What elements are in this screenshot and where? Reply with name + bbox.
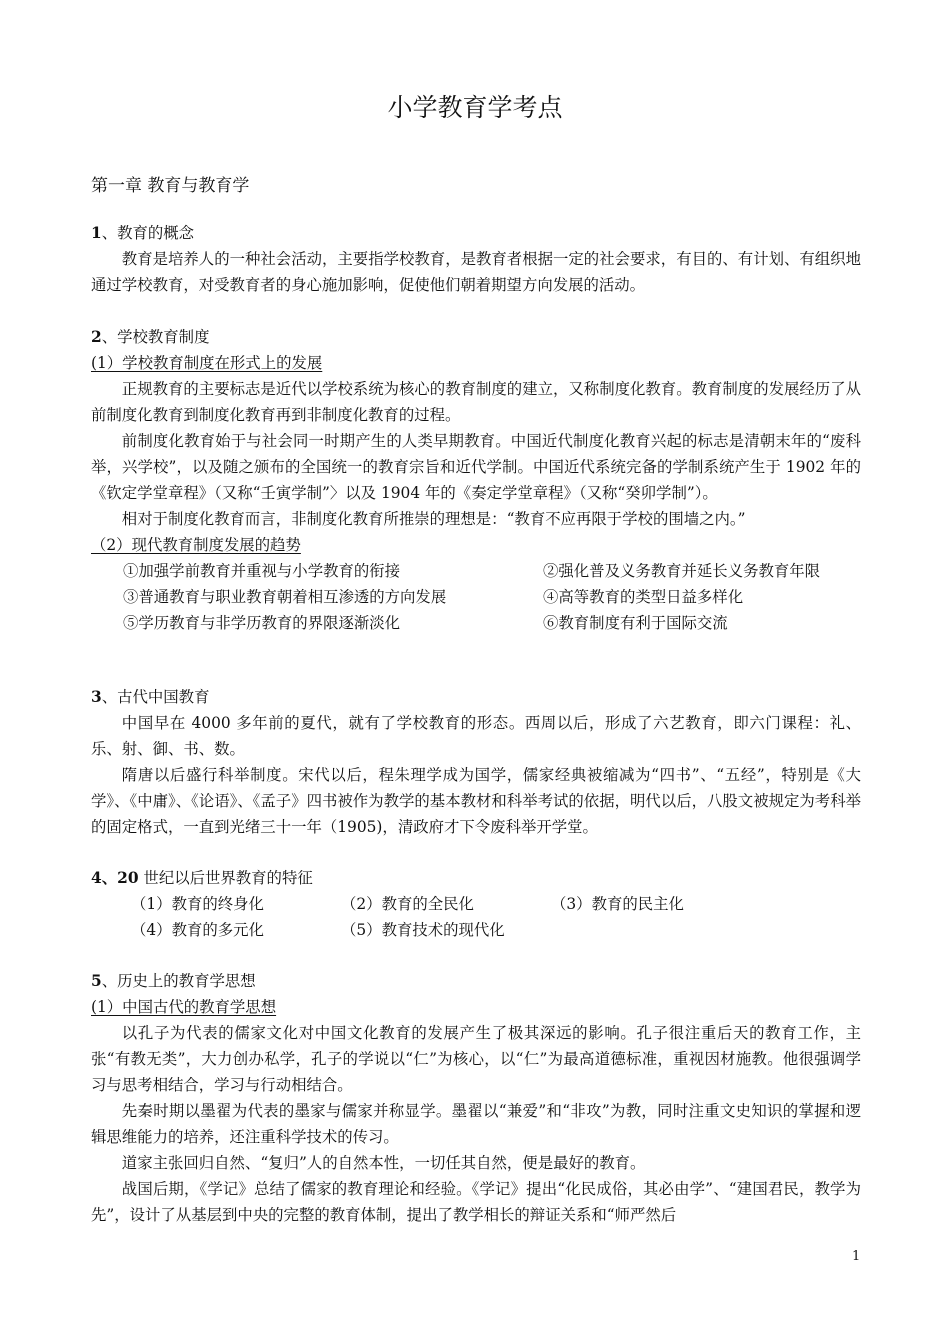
section-5-paragraph-3: 道家主张回归自然、“复归”人的自然本性，一切任其自然，便是最好的教育。 (121, 1154, 646, 1172)
section-3 (91, 684, 861, 840)
section-2 (91, 324, 861, 636)
section-5-paragraph-4: 战国后期，《学记》总结了儒家的教育理论和经验。《学记》提出“化民成俗，其必由学”、“建国君民，教学为先”，设计了从基层到中央的完整的教育体制，提出了教学相长的辩证关系和“师严然后 (91, 1180, 861, 1224)
list-item: ④高等教育的类型日益多样化 (543, 588, 744, 606)
list-item: （5）教育技术的现代化 (341, 921, 505, 939)
list-item: ①加强学前教育并重视与小学教育的衔接 (123, 562, 401, 580)
section-2-paragraph-1: 正规教育的主要标志是近代以学校系统为核心的教育制度的建立，又称制度化教育。教育制度的发展经历了从前制度化教育到制度化教育再到非制度化教育的过程。 (91, 380, 861, 424)
list-item: （4）教育的多元化 (131, 921, 264, 939)
section-5-heading (91, 968, 861, 994)
section-1-paragraph: 教育是培养人的一种社会活动，主要指学校教育，是教育者根据一定的社会要求，有目的、有计划、有组织地通过学校教育，对受教育者的身心施加影响，促使他们朝着期望方向发展的活动。 (91, 250, 861, 294)
section-2-number: 2 (91, 328, 102, 346)
section-5-number: 5 (91, 972, 102, 990)
list-item: ⑤学历教育与非学历教育的界限逐渐淡化 (123, 614, 401, 632)
section-5-subheading-1: (1）中国古代的教育学思想 (91, 998, 277, 1016)
section-1-number: 1 (91, 224, 102, 242)
section-4-heading (91, 865, 861, 891)
list-item: （3）教育的民主化 (551, 895, 684, 913)
section-4 (91, 865, 861, 943)
section-5 (91, 968, 861, 1228)
chapter-heading: 第一章 教育与教育学 (91, 176, 250, 196)
features-list (91, 891, 861, 943)
section-3-paragraph-1: 中国早在 4000 多年前的夏代，就有了学校教育的形态。西周以后，形成了六艺教育，即六门课程：礼、乐、射、御、书、数。 (91, 714, 861, 758)
section-2-title: 、学校教育制度 (101, 328, 210, 346)
trends-list (91, 558, 861, 636)
document-title: 小学教育学考点 (387, 93, 563, 122)
page-number: 1 (852, 1249, 861, 1264)
section-5-paragraph-1: 以孔子为代表的儒家文化对中国文化教育的发展产生了极其深远的影响。孔子很注重后天的教育工作，主张“有教无类”，大力创办私学，孔子的学说以“仁”为核心，以“仁”为最高道德标准，重视因材施教。他很强调学习与思考相结合，学习与行动相结合。 (91, 1024, 861, 1094)
section-2-heading (91, 324, 861, 350)
section-1-title: 、教育的概念 (101, 224, 195, 242)
section-3-number: 3 (91, 688, 102, 706)
section-1 (91, 220, 861, 298)
section-2-paragraph-3: 相对于制度化教育而言，非制度化教育所推崇的理想是：“教育不应再限于学校的围墙之内。” (121, 510, 746, 528)
section-4-title: 世纪以后世界教育的特征 (138, 869, 313, 887)
section-2-paragraph-2: 前制度化教育始于与社会同一时期产生的人类早期教育。中国近代制度化教育兴起的标志是清朝末年的“废科举，兴学校”，以及随之颁布的全国统一的教育宗旨和近代学制。中国近代系统完备的学制系统产生于 1902 年的《钦定学堂章程》（又称“壬寅学制”〉以及 1904 年的《奏定学堂章程》（又称“癸卯学制”）。 (91, 432, 861, 502)
list-item: ⑥教育制度有利于国际交流 (543, 614, 728, 632)
list-item: ②强化普及义务教育并延长义务教育年限 (543, 562, 821, 580)
list-item: ③普通教育与职业教育朝着相互渗透的方向发展 (123, 588, 447, 606)
section-2-subheading-2: （2）现代教育制度发展的趋势 (91, 536, 301, 554)
section-3-paragraph-2: 隋唐以后盛行科举制度。宋代以后，程朱理学成为国学，儒家经典被缩减为“四书”、“五经”，特别是《大学》、《中庸》、《论语》、《孟子》四书被作为教学的基本教材和科举考试的依据，明代以后，八股文被规定为考科举的固定格式，一直到光绪三十一年（1905)，清政府才下令废科举开学堂。 (91, 766, 861, 836)
section-1-heading (91, 220, 861, 246)
section-2-subheading-1: (1）学校教育制度在形式上的发展 (91, 354, 323, 372)
list-item: （2）教育的全民化 (341, 895, 474, 913)
section-5-paragraph-2: 先秦时期以墨翟为代表的墨家与儒家并称显学。墨翟以“兼爱”和“非攻”为教，同时注重文史知识的掌握和逻辑思维能力的培养，还注重科学技术的传习。 (91, 1102, 861, 1146)
section-4-century: 、20 (101, 869, 139, 887)
section-3-title: 、古代中国教育 (101, 688, 210, 706)
section-3-heading (91, 684, 861, 710)
list-item: （1）教育的终身化 (131, 895, 264, 913)
section-4-number: 4 (91, 869, 102, 887)
section-5-title: 、历史上的教育学思想 (101, 972, 256, 990)
